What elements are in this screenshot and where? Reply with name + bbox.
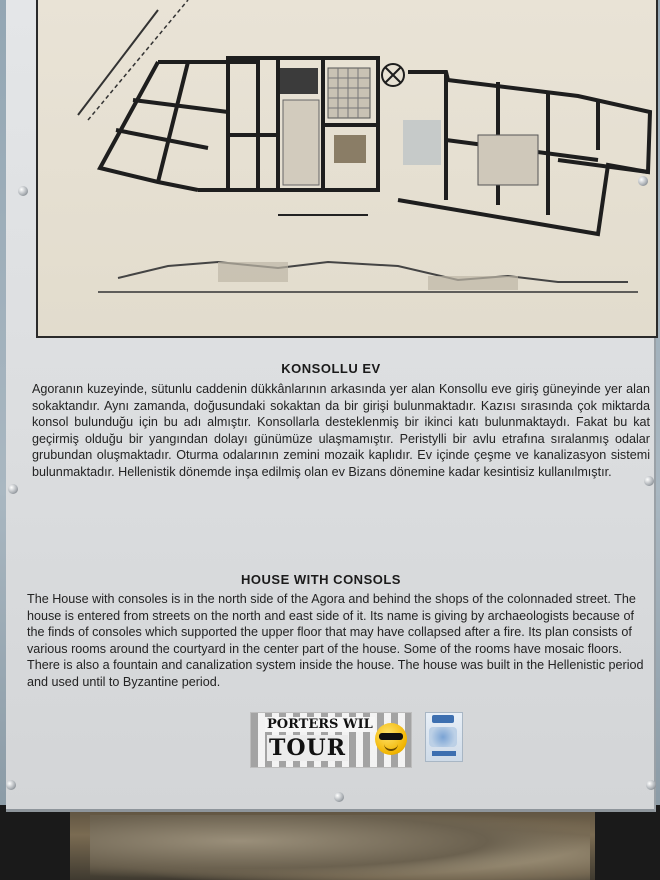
english-body: The House with consoles is in the north side of the Agora and behind the shops of the colonnaded street. The house is entered from streets on the north and east side of it. Its name is giving by archaeologists because of the finds of consoles which supported the upper floor that may have collapsed after a fire. Its plan consists of various rooms around the courtyard in the center part of the house. Some of the rooms have mosaic floors. There is also a fountain and canalization system inside the house. The house was built in the Hellenistic period and used until to Byzantine period. <box>27 592 644 689</box>
floor-plan-drawing <box>36 0 658 338</box>
screw-bottom-center <box>334 792 344 802</box>
turkish-title: KONSOLLU EV <box>281 361 381 376</box>
turkish-body: Agoranın kuzeyinde, sütunlu caddenin dükkânlarının arkasında yer alan Konsollu eve giriş güneyinde yer alan sokaktandır. Aynı zamanda, doğusundaki sokaktan da bir girişi bulunmaktadır. Kazısı sırasında çok miktarda konsol bulunduğu için bu adı almıştır. Konsollarla desteklenmiş bir ikinci katı bulunmaktaydı. Fakat bu kat geçirmiş olduğu bir yangından dolayı günümüze ulaşmamıştır. Peristylli bir avlu etrafına sıralanmış odalar grubundan oluşmaktadır. Oturma odalarının zemini mozaik kaplıdır. Ev içinde çeşme ve kanalizasyon sistemi bulunmaktadır. Hellenistik dönemde inşa edilmiş olan ev Bizans dönemine kadar kesintisiz kullanılmıştır. <box>32 382 650 479</box>
screw-left-bottom <box>6 780 16 790</box>
sign-post-left <box>0 805 70 880</box>
small-blue-sticker <box>425 712 463 762</box>
screw-left-top <box>18 186 28 196</box>
sunglasses-smiley-icon <box>375 723 407 755</box>
sticker-line-1: PORTERS WIL <box>267 717 373 732</box>
sticker-line-2: TOUR <box>269 735 347 761</box>
information-sign <box>6 0 656 812</box>
screw-right-bottom <box>646 780 656 790</box>
screw-left-mid <box>8 484 18 494</box>
rocks <box>90 815 590 880</box>
sign-post-right <box>595 805 660 880</box>
floor-plan-svg <box>38 0 656 336</box>
screw-right-top <box>638 176 648 186</box>
tour-sticker <box>250 712 412 768</box>
english-title: HOUSE WITH CONSOLS <box>241 572 401 587</box>
